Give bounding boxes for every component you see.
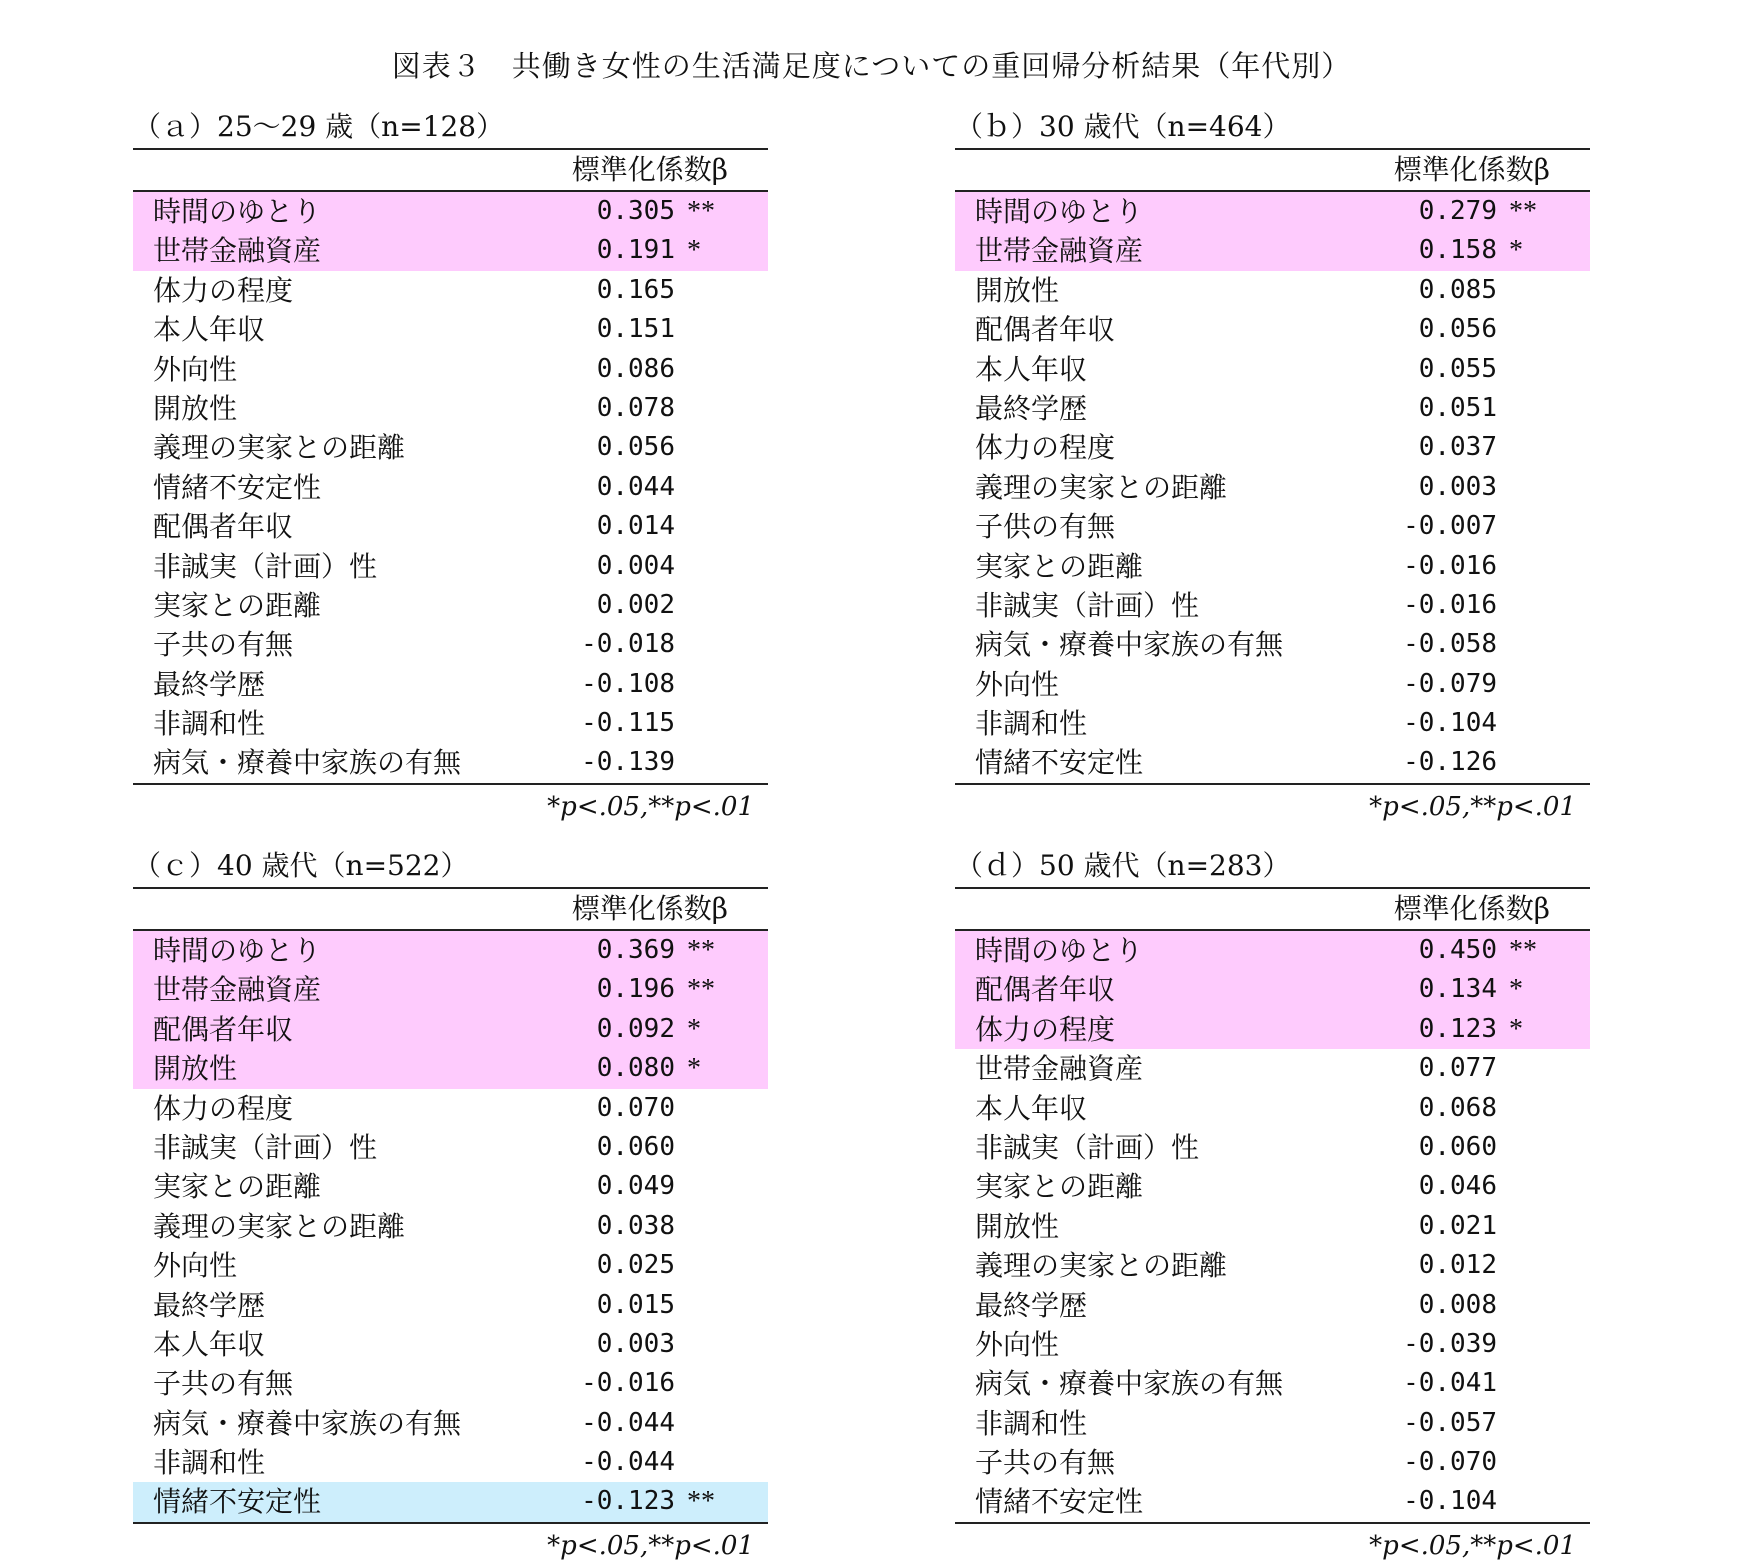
coefficient-value: 0.046: [1418, 1171, 1497, 1202]
column-header: 標準化係数β: [1393, 892, 1550, 925]
variable-name: 子共の有無: [153, 1367, 294, 1401]
panel-title: （ｄ）50 歳代（n=283）: [955, 849, 1291, 882]
variable-name: 世帯金融資産: [975, 234, 1144, 268]
coefficient-value: -0.123: [581, 1486, 675, 1517]
coefficient-value: -0.079: [1403, 668, 1497, 699]
significance-mark: *: [1509, 974, 1523, 1006]
table-row: [955, 1443, 1590, 1482]
variable-name: 配偶者年収: [975, 973, 1116, 1007]
table-row: [955, 231, 1590, 270]
coefficient-value: 0.165: [596, 274, 675, 305]
variable-name: 病気・療養中家族の有無: [975, 628, 1284, 662]
variable-name: 時間のゆとり: [975, 934, 1144, 967]
coefficient-value: -0.104: [1403, 708, 1497, 739]
table-row: [133, 428, 768, 467]
variable-name: 子共の有無: [153, 628, 294, 662]
table-row: [955, 1482, 1590, 1521]
table-row: [955, 1286, 1590, 1325]
variable-name: 病気・療養中家族の有無: [153, 746, 462, 780]
coefficient-value: -0.057: [1403, 1407, 1497, 1438]
table-row: [133, 1364, 768, 1403]
coefficient-value: 0.151: [596, 314, 675, 345]
table-header-row: [955, 150, 1590, 192]
table-row: [955, 1010, 1590, 1049]
significance-mark: *: [1509, 1013, 1523, 1045]
coefficient-value: -0.044: [581, 1407, 675, 1438]
variable-name: 最終学歴: [975, 391, 1088, 425]
coefficient-value: 0.037: [1418, 432, 1497, 463]
table-row: [133, 665, 768, 704]
significance-mark: **: [687, 196, 715, 227]
regression-table: [955, 887, 1590, 1524]
variable-name: 情緒不安定性: [975, 746, 1144, 780]
table-header-row: [133, 150, 768, 192]
table-row: [955, 1207, 1590, 1246]
variable-name: 非誠実（計画）性: [153, 1130, 378, 1164]
table-row: [133, 1128, 768, 1167]
table-row: [955, 389, 1590, 428]
table-row: [133, 389, 768, 428]
table-row: [955, 547, 1590, 586]
table-row: [955, 1404, 1590, 1443]
coefficient-value: 0.070: [596, 1092, 675, 1123]
variable-name: 義理の実家との距離: [975, 470, 1228, 504]
variable-name: 子共の有無: [975, 1446, 1116, 1480]
coefficient-value: 0.123: [1418, 1013, 1497, 1044]
variable-name: 開放性: [153, 1052, 238, 1086]
table-row: [955, 1167, 1590, 1206]
table-row: [133, 1286, 768, 1325]
table-row: [133, 231, 768, 270]
table-row: [955, 271, 1590, 310]
coefficient-value: -0.104: [1403, 1486, 1497, 1517]
table-row: [133, 1404, 768, 1443]
coefficient-value: 0.279: [1418, 196, 1497, 226]
table-row: [133, 1049, 768, 1088]
table-row: [133, 625, 768, 664]
coefficient-value: 0.092: [596, 1013, 675, 1044]
table-header-row: [133, 889, 768, 931]
variable-name: 実家との距離: [975, 549, 1144, 583]
panel-d: [955, 845, 1590, 1566]
coefficient-value: 0.078: [596, 392, 675, 423]
panel-a: [133, 106, 768, 827]
table-row: [133, 1443, 768, 1482]
coefficient-value: 0.044: [596, 471, 675, 502]
panel-title: （ｃ）40 歳代（n=522）: [133, 849, 469, 882]
column-header: 標準化係数β: [571, 892, 728, 925]
table-row: [133, 507, 768, 546]
coefficient-value: 0.004: [596, 550, 675, 581]
panel-title: （ａ）25～29 歳（n=128）: [133, 110, 505, 143]
coefficient-value: -0.016: [1403, 589, 1497, 620]
variable-name: 外向性: [153, 352, 238, 386]
variable-name: 本人年収: [153, 1327, 266, 1361]
coefficient-value: -0.016: [581, 1368, 675, 1399]
regression-table: [133, 148, 768, 785]
variable-name: 世帯金融資産: [153, 973, 322, 1007]
table-row: [133, 310, 768, 349]
variable-name: 外向性: [153, 1249, 238, 1283]
variable-name: 義理の実家との距離: [153, 1209, 406, 1243]
table-row: [133, 192, 768, 231]
variable-name: 非調和性: [153, 707, 266, 741]
coefficient-value: 0.369: [596, 935, 675, 965]
coefficient-value: 0.038: [596, 1210, 675, 1241]
variable-name: 配偶者年収: [975, 313, 1116, 347]
coefficient-value: 0.086: [596, 353, 675, 384]
coefficient-value: 0.158: [1418, 235, 1497, 266]
coefficient-value: -0.007: [1403, 511, 1497, 542]
variable-name: 実家との距離: [975, 1170, 1144, 1204]
panel-title: （ｂ）30 歳代（n=464）: [955, 110, 1291, 143]
table-row: [133, 1167, 768, 1206]
coefficient-value: 0.049: [596, 1171, 675, 1202]
table-row: [955, 586, 1590, 625]
coefficient-value: 0.305: [596, 196, 675, 226]
variable-name: 非調和性: [975, 707, 1088, 741]
coefficient-value: 0.014: [596, 511, 675, 542]
coefficient-value: 0.060: [596, 1131, 675, 1162]
variable-name: 情緒不安定性: [153, 1485, 322, 1519]
table-row: [133, 931, 768, 970]
table-row: [955, 468, 1590, 507]
variable-name: 最終学歴: [153, 667, 266, 701]
coefficient-value: 0.003: [1418, 471, 1497, 502]
variable-name: 最終学歴: [975, 1288, 1088, 1322]
coefficient-value: 0.080: [596, 1053, 675, 1084]
significance-mark: *: [1509, 235, 1523, 267]
table-row: [955, 625, 1590, 664]
table-row: [955, 192, 1590, 231]
coefficient-value: 0.021: [1418, 1210, 1497, 1241]
variable-name: 子供の有無: [975, 510, 1116, 544]
table-row: [133, 1010, 768, 1049]
coefficient-value: 0.191: [596, 235, 675, 266]
table-row: [133, 1246, 768, 1285]
coefficient-value: -0.115: [581, 708, 675, 739]
coefficient-value: 0.025: [596, 1250, 675, 1281]
coefficient-value: -0.018: [581, 629, 675, 660]
table-row: [955, 704, 1590, 743]
table-row: [133, 1482, 768, 1521]
coefficient-value: -0.139: [581, 747, 675, 778]
variable-name: 情緒不安定性: [975, 1485, 1144, 1519]
significance-note: *p<.05,**p<.01: [1369, 1530, 1576, 1561]
coefficient-value: 0.056: [596, 432, 675, 463]
coefficient-value: -0.058: [1403, 629, 1497, 660]
table-row: [133, 970, 768, 1009]
significance-mark: **: [1509, 196, 1537, 227]
table-row: [955, 310, 1590, 349]
panel-b: [955, 106, 1590, 827]
significance-note: *p<.05,**p<.01: [547, 1530, 754, 1561]
table-row: [133, 743, 768, 782]
significance-mark: *: [687, 1053, 701, 1085]
variable-name: 非誠実（計画）性: [153, 549, 378, 583]
table-row: [955, 350, 1590, 389]
significance-mark: *: [687, 235, 701, 267]
variable-name: 非誠実（計画）性: [975, 588, 1200, 622]
coefficient-value: -0.044: [581, 1447, 675, 1478]
variable-name: 最終学歴: [153, 1288, 266, 1322]
table-row: [955, 1325, 1590, 1364]
coefficient-value: 0.196: [596, 974, 675, 1005]
table-row: [955, 665, 1590, 704]
variable-name: 時間のゆとり: [975, 195, 1144, 228]
coefficient-value: -0.070: [1403, 1447, 1497, 1478]
panel-c: [133, 845, 768, 1566]
coefficient-value: 0.012: [1418, 1250, 1497, 1281]
coefficient-value: 0.134: [1418, 974, 1497, 1005]
variable-name: 体力の程度: [153, 1091, 294, 1125]
variable-name: 外向性: [975, 667, 1060, 701]
table-row: [955, 1246, 1590, 1285]
variable-name: 本人年収: [975, 1091, 1088, 1125]
variable-name: 開放性: [153, 391, 238, 425]
significance-mark: **: [687, 974, 715, 1006]
table-row: [955, 931, 1590, 970]
coefficient-value: 0.060: [1418, 1131, 1497, 1162]
variable-name: 実家との距離: [153, 588, 322, 622]
regression-table: [955, 148, 1590, 785]
figure-title: 図表３ 共働き女性の生活満足度についての重回帰分析結果（年代別）: [391, 49, 1352, 83]
table-row: [133, 1325, 768, 1364]
variable-name: 体力の程度: [153, 273, 294, 307]
table-row: [955, 1089, 1590, 1128]
coefficient-value: 0.077: [1418, 1053, 1497, 1084]
variable-name: 非調和性: [153, 1446, 266, 1480]
regression-table: [133, 887, 768, 1524]
table-header-row: [955, 889, 1590, 931]
coefficient-value: 0.051: [1418, 392, 1497, 423]
coefficient-value: -0.041: [1403, 1368, 1497, 1399]
variable-name: 体力の程度: [975, 431, 1116, 465]
table-row: [955, 1128, 1590, 1167]
variable-name: 非調和性: [975, 1406, 1088, 1440]
variable-name: 義理の実家との距離: [975, 1249, 1228, 1283]
table-row: [955, 743, 1590, 782]
significance-mark: *: [687, 1013, 701, 1045]
variable-name: 義理の実家との距離: [153, 431, 406, 465]
table-row: [133, 704, 768, 743]
table-row: [133, 586, 768, 625]
table-row: [133, 468, 768, 507]
variable-name: 世帯金融資産: [153, 234, 322, 268]
coefficient-value: 0.085: [1418, 274, 1497, 305]
variable-name: 病気・療養中家族の有無: [153, 1406, 462, 1440]
column-header: 標準化係数β: [1393, 153, 1550, 186]
significance-mark: **: [687, 1486, 715, 1518]
variable-name: 世帯金融資産: [975, 1052, 1144, 1086]
coefficient-value: 0.003: [596, 1328, 675, 1359]
significance-mark: **: [687, 935, 715, 966]
coefficient-value: -0.016: [1403, 550, 1497, 581]
coefficient-value: 0.015: [596, 1289, 675, 1320]
variable-name: 開放性: [975, 273, 1060, 307]
coefficient-value: 0.056: [1418, 314, 1497, 345]
coefficient-value: 0.450: [1418, 935, 1497, 965]
table-row: [955, 1049, 1590, 1088]
coefficient-value: 0.068: [1418, 1092, 1497, 1123]
table-row: [955, 428, 1590, 467]
variable-name: 配偶者年収: [153, 1012, 294, 1046]
coefficient-value: 0.002: [596, 589, 675, 620]
variable-name: 本人年収: [153, 313, 266, 347]
significance-note: *p<.05,**p<.01: [547, 791, 754, 822]
table-row: [133, 350, 768, 389]
variable-name: 時間のゆとり: [153, 195, 322, 228]
variable-name: 開放性: [975, 1209, 1060, 1243]
variable-name: 情緒不安定性: [153, 470, 322, 504]
significance-note: *p<.05,**p<.01: [1369, 791, 1576, 822]
coefficient-value: 0.008: [1418, 1289, 1497, 1320]
table-row: [133, 1207, 768, 1246]
variable-name: 体力の程度: [975, 1012, 1116, 1046]
variable-name: 本人年収: [975, 352, 1088, 386]
coefficient-value: 0.055: [1418, 353, 1497, 384]
variable-name: 病気・療養中家族の有無: [975, 1367, 1284, 1401]
table-row: [955, 970, 1590, 1009]
significance-mark: **: [1509, 935, 1537, 966]
variable-name: 外向性: [975, 1327, 1060, 1361]
table-row: [133, 547, 768, 586]
variable-name: 時間のゆとり: [153, 934, 322, 967]
variable-name: 配偶者年収: [153, 510, 294, 544]
coefficient-value: -0.108: [581, 668, 675, 699]
variable-name: 非誠実（計画）性: [975, 1130, 1200, 1164]
variable-name: 実家との距離: [153, 1170, 322, 1204]
table-row: [955, 1364, 1590, 1403]
table-row: [133, 1089, 768, 1128]
column-header: 標準化係数β: [571, 153, 728, 186]
table-row: [955, 507, 1590, 546]
table-row: [133, 271, 768, 310]
coefficient-value: -0.126: [1403, 747, 1497, 778]
coefficient-value: -0.039: [1403, 1328, 1497, 1359]
